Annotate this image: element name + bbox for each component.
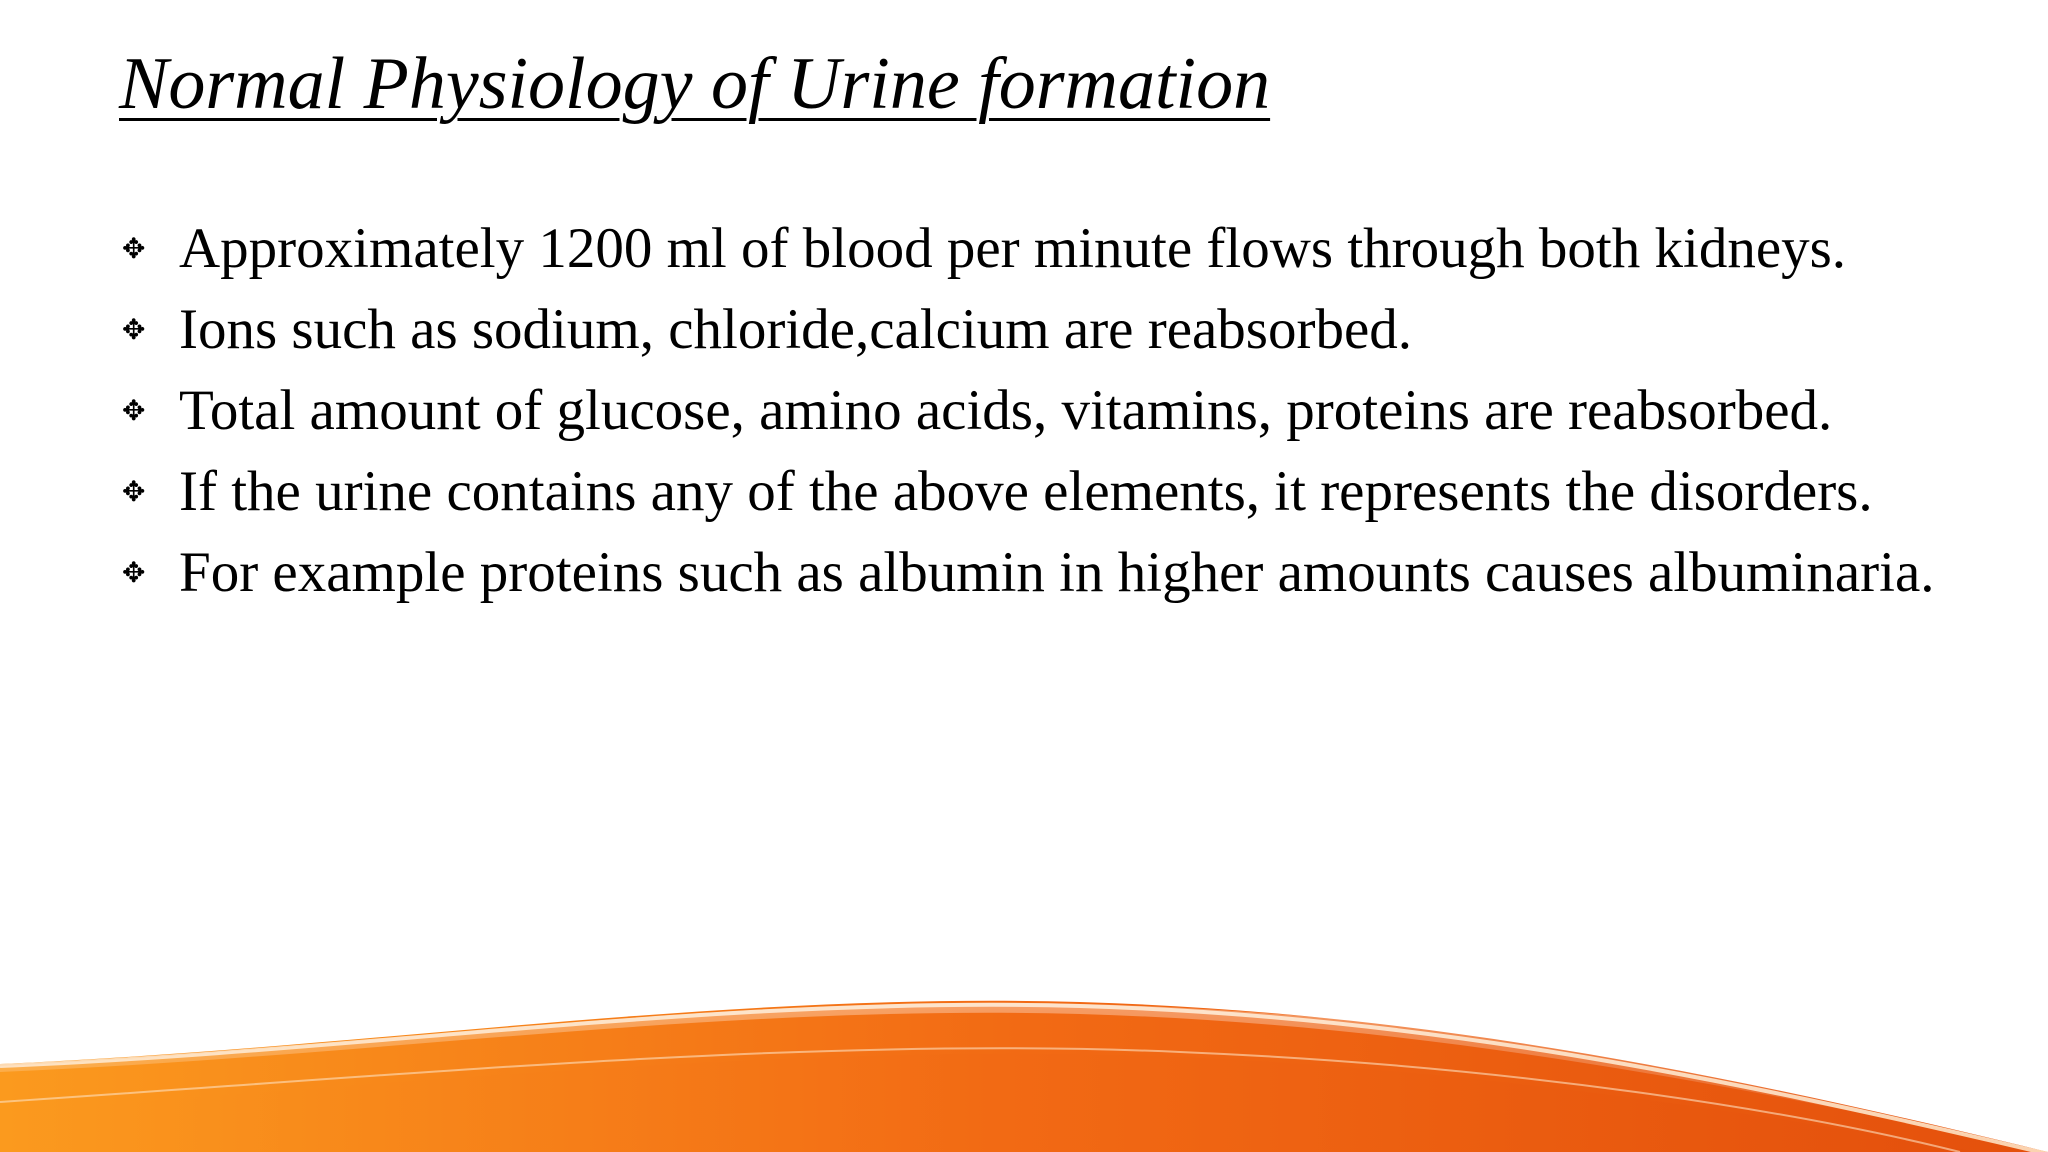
bullet-text: For example proteins such as albumin in higher amounts causes albuminaria. [179,541,1935,604]
bullet-list [118,208,2038,613]
bullet-item [118,289,2038,370]
diamond-bullet-icon: ✥ [122,394,146,427]
bullet-item [118,370,2038,451]
bullet-item [118,451,2038,532]
diamond-bullet-icon: ✥ [122,313,146,346]
diamond-bullet-icon: ✥ [122,232,146,265]
bullet-text: Approximately 1200 ml of blood per minute flows through both kidneys. [179,217,1847,280]
bullet-text: Ions such as sodium, chloride,calcium are reabsorbed. [179,298,1413,361]
diamond-bullet-icon: ✥ [122,556,146,589]
bullet-text: If the urine contains any of the above elements, it represents the disorders. [179,460,1873,523]
slide-title: Normal Physiology of Urine formation [119,43,1271,125]
bullet-text: Total amount of glucose, amino acids, vitamins, proteins are reabsorbed. [179,379,1833,442]
orange-wave-decoration [0,962,2048,1152]
bullet-item [118,532,2038,613]
bullet-item [118,208,2038,289]
diamond-bullet-icon: ✥ [122,475,146,508]
